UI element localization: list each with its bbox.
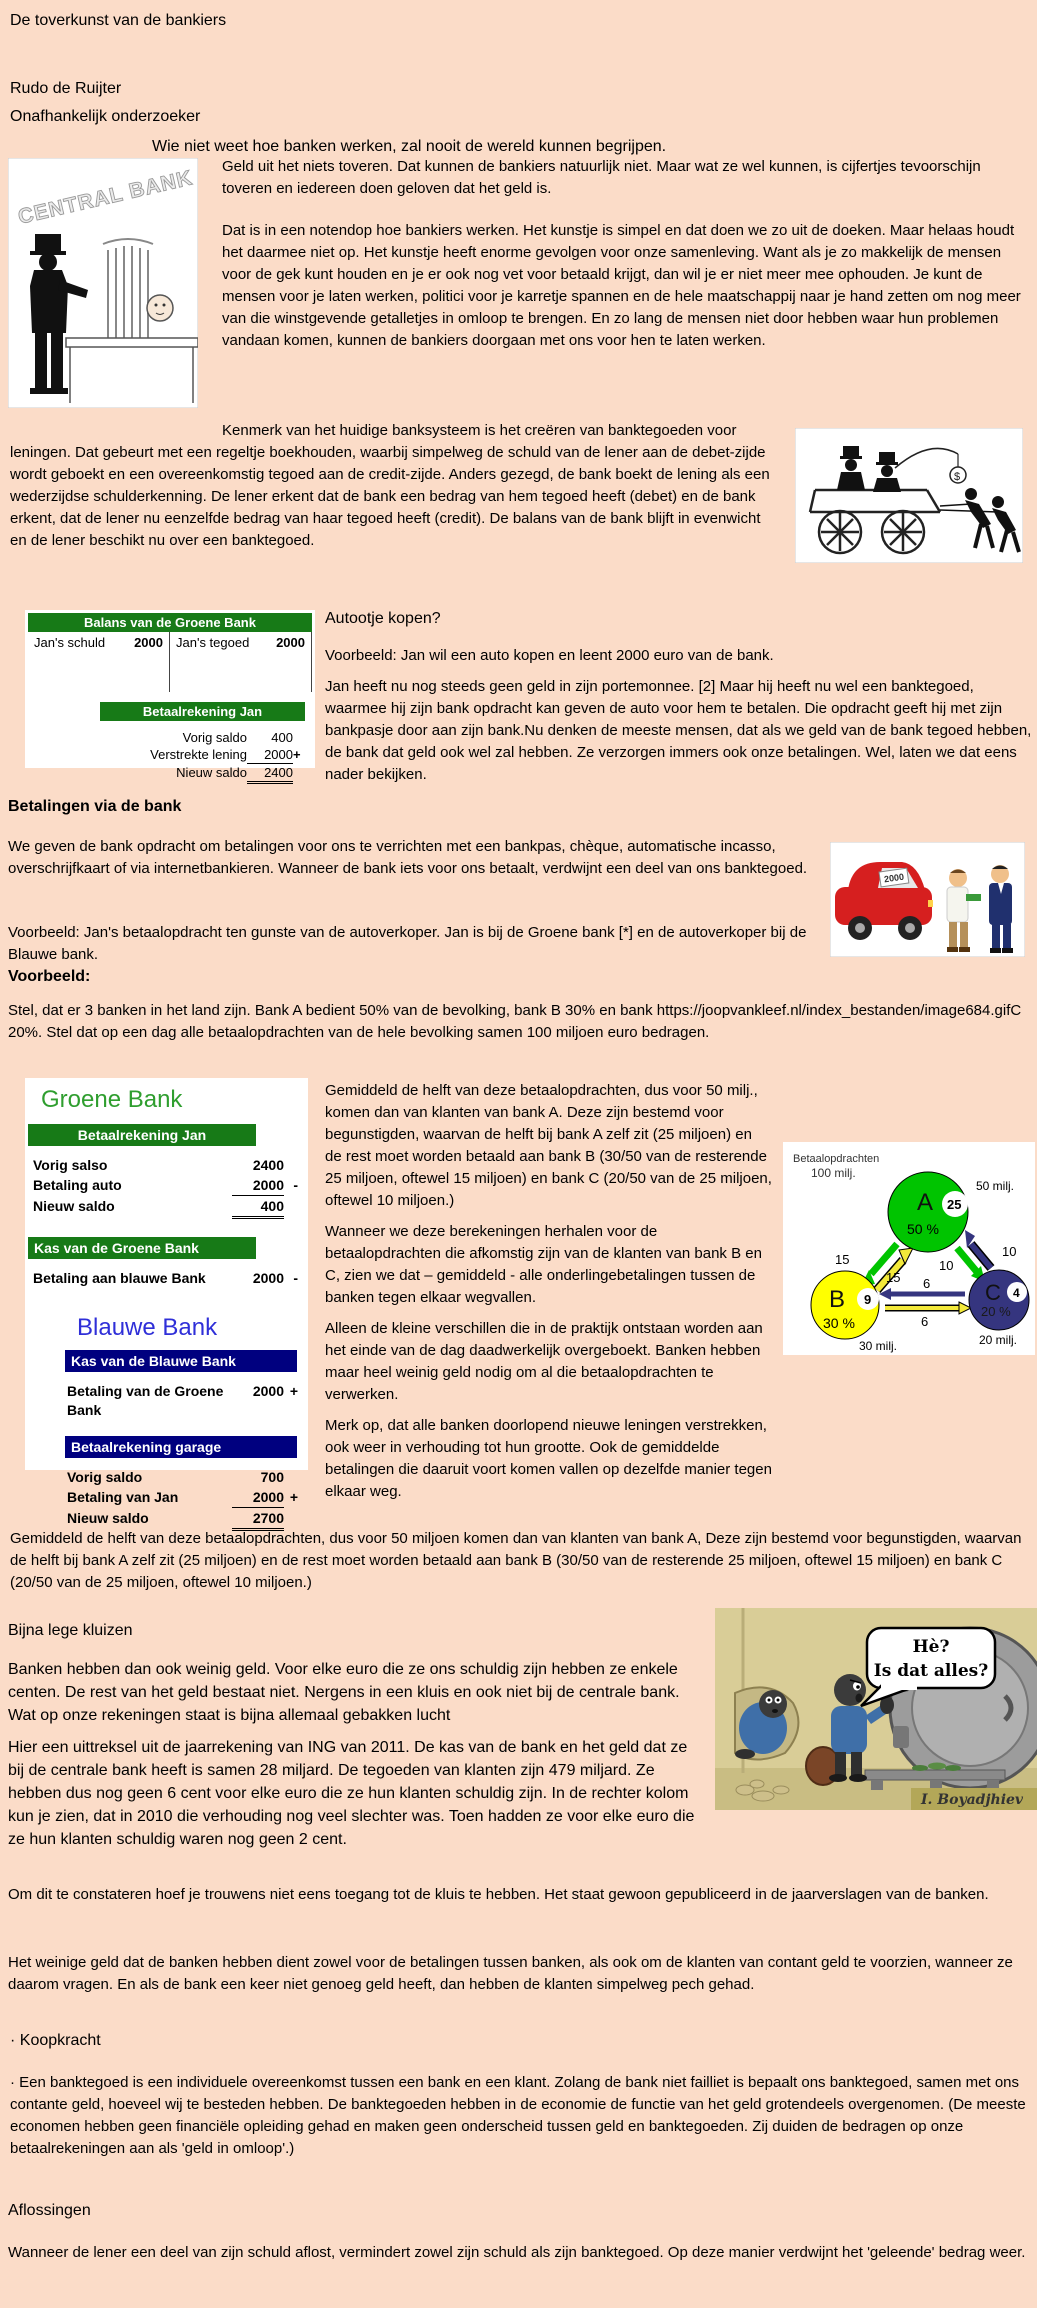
aflossingen-heading: Aflossingen bbox=[8, 2202, 91, 2219]
page-title: De toverkunst van de bankiers bbox=[10, 12, 227, 29]
node-b-share: 30 % bbox=[823, 1315, 855, 1331]
voorbeeld-heading: Voorbeeld: bbox=[8, 968, 91, 985]
betalingen-paragraph-2: Voorbeeld: Jan's betaalopdracht ten gunste van de autoverkoper. Jan is bij de Groene bank [*] en de autoverkoper bij de Blauwe bank. bbox=[8, 924, 807, 963]
kluizen-heading: Bijna lege kluizen bbox=[8, 1622, 133, 1639]
betaalrekening-jan-subtable bbox=[100, 702, 305, 784]
subaccount-title: Betaalrekening Jan bbox=[100, 702, 305, 721]
balance-credit-cell bbox=[170, 632, 312, 692]
kluizen-paragraph-4: Het weinige geld dat de banken hebben dient zowel voor de betalingen tussen banken, als ook om de klanten van contant geld te voorzien, wanneer ze daarom vragen. En als de bank een keer niet genoeg geld heeft, dan hebben de klanten simpelweg pech gehad. bbox=[8, 1954, 1013, 1993]
koopkracht-paragraph: · Een banktegoed is een individuele overeenkomst tussen een bank en een klant. Zolang de bank niet failliet is bepaalt ons banktegoed, samen met ons contante geld, hoeveel wij te besteden hebben. De banktegoeden hebben in de economie de functie van het geld grotendeels overgenomen. (De meeste economen hebben geen financiële opleiding gehad en maken geen onderscheid tussen geld en banktegoeden. Zij duiden de bedragen op onze betaalrekeningen aan als 'geld in omloop'.) bbox=[10, 2074, 1026, 2157]
kluizen-paragraph-1: Banken hebben dan ook weinig geld. Voor elke euro die ze ons schuldig zijn hebben ze enkele centen. De rest van het geld bestaat niet. Nergens in een kluis en ook niet bij de centrale bank. Wat op onze rekeningen staat is bijna allemaal gebakken lucht bbox=[8, 1661, 680, 1724]
node-b-id: B bbox=[829, 1286, 846, 1313]
node-b-amount: 30 milj. bbox=[859, 1339, 898, 1353]
flows-paragraph-1: Gemiddeld de helft van deze betaalopdrachten, dus voor 50 milj., komen dan van klanten van bank A. Deze zijn bestemd voor begunstigden, waarvan de helft bij bank A zelf zit (25 miljoen) en de rest moet worden betaald aan bank B (30/50 van de resterende 25 miljoen, oftewel 15 miljoen) en bank C (20/50 van de 25 miljoen, oftewel 10 miljoen.) bbox=[325, 1082, 772, 1209]
node-c-id: C bbox=[985, 1280, 1001, 1305]
central-bank-sign-label: CENTRAL BANK bbox=[15, 166, 196, 229]
car-sale-cartoon bbox=[830, 842, 1025, 961]
blauwe-bank-title: Blauwe Bank bbox=[77, 1314, 218, 1341]
blauwe-account2-title: Betaalrekening garage bbox=[65, 1436, 297, 1458]
table-row: Verstrekte lening 2000 + bbox=[150, 747, 301, 762]
node-c-netting: 4 bbox=[1013, 1286, 1020, 1300]
intro-paragraph-3: Kenmerk van het huidige banksysteem is het creëren van banktegoeden voor leningen. Dat gebeurt met een regeltje boekhouden, waarbij simpelweg de schuld van de lener aan de debet-zijde wordt geboekt en een overeenkomstig tegoed aan de credit-zijde. Anders gezegd, de bank boekt de lening als een wederzijdse schulderkenning. De lener erkent dat de bank een bedrag van hem tegoed heeft (debet) en de bank erkent, dat de lener nu eenzelfde bedrag van haar tegoed heeft (credit). De balans van de bank blijft in evenwicht en de lener beschikt nu over een banktegoed. bbox=[10, 422, 770, 549]
cartoonist-signature: I. Boyadjhiev bbox=[921, 1792, 1024, 1808]
author-name: Rudo de Ruijter bbox=[10, 80, 122, 97]
groene-account1-title: Betaalrekening Jan bbox=[28, 1124, 256, 1146]
voorbeeld-paragraph: Stel, dat er 3 banken in het land zijn. Bank A bedient 50% van de bevolking, bank B 30% en bank https://joopvankleef.nl/index_bestanden/image684.gifC 20%. Stel dat op een dag alle betaalopdrachten van de hele bevolking samen 100 miljoen euro bedragen. bbox=[8, 1002, 1022, 1041]
credit-label: Jan's tegoed bbox=[176, 635, 250, 650]
table-row: Vorig salso 2400 bbox=[33, 1157, 284, 1173]
flow-value-b-a: 15 bbox=[886, 1270, 901, 1285]
balance-table bbox=[25, 610, 315, 780]
interbank-payments-diagram bbox=[783, 1142, 1035, 1359]
author-role: Onafhankelijk onderzoeker bbox=[10, 108, 201, 125]
flow-value-c-a: 10 bbox=[1002, 1244, 1017, 1259]
diagram-title-line1: Betaalopdrachten bbox=[793, 1153, 880, 1165]
table-row: Betaling van de Groene Bank 2000 + bbox=[67, 1383, 298, 1418]
flows-repeat-paragraph: Gemiddeld de helft van deze betaalopdrachten, dus voor 50 miljoen komen dan van klanten van bank A, Deze zijn bestemd voor begunstigden, waarvan de helft bij bank A zelf zit (25 miljoen) en de rest moet worden betaald aan bank B (30/50 van de resterende 25 miljoen, oftewel 15 miljoen) en bank C (20/50 van de 25 miljoen, oftewel 10 miljoen.) bbox=[10, 1530, 1022, 1591]
empty-vault-cartoon bbox=[715, 1608, 1037, 1814]
node-a-id: A bbox=[917, 1189, 934, 1216]
flows-paragraph-3: Alleen de kleine verschillen die in de praktijk ontstaan worden aan het einde van de dag daadwerkelijk overgeboekt. Banken hebben maar heel weinig geld nodig om al die betaalopdrachten te verwerken. bbox=[325, 1320, 763, 1403]
groene-account2-title: Kas van de Groene Bank bbox=[28, 1237, 256, 1259]
bankers-cart-cartoon bbox=[795, 428, 1023, 567]
node-c-share: 20 % bbox=[981, 1304, 1011, 1319]
node-a-amount: 50 milj. bbox=[976, 1179, 1015, 1193]
table-row: Vorig saldo 700 bbox=[67, 1469, 284, 1485]
car-plate-label: 2000 bbox=[883, 871, 905, 885]
table-row: Nieuw saldo 400 bbox=[33, 1197, 298, 1219]
betalingen-paragraph-1: We geven de bank opdracht om betalingen voor ons te verrichten met een bankpas, chèque, automatische incasso, overschrijfkaart of via internetbankieren. Wanneer de bank iets voor ons betaalt, verdwijnt een deel van ons banktegoed. bbox=[8, 838, 808, 877]
bank-ledger-panel bbox=[25, 1078, 308, 1526]
debit-value: 2000 bbox=[134, 635, 163, 650]
table-row: Betaling van Jan 2000 + bbox=[67, 1488, 298, 1508]
flows-paragraph-4: Merk op, dat alle banken doorlopend nieuwe leningen verstrekken, ook weer in verhouding tot hun grootte. Ook de gemiddelde betalingen die daaruit voort komen vallen op dezelfde manier tegen elkaar weg. bbox=[325, 1417, 772, 1500]
table-row: Betaling aan blauwe Bank 2000 - bbox=[33, 1270, 298, 1286]
vault-bubble-line2: Is dat alles? bbox=[873, 1661, 989, 1681]
groene-bank-title: Groene Bank bbox=[41, 1086, 183, 1113]
table-row: Nieuw saldo 2400 bbox=[100, 764, 305, 784]
table-row: Nieuw saldo 2700 bbox=[67, 1509, 298, 1531]
balance-debit-cell bbox=[28, 632, 170, 692]
flow-value-b-c: 6 bbox=[921, 1314, 929, 1329]
table-row: Betaling auto 2000 - bbox=[33, 1176, 298, 1196]
node-c-amount: 20 milj. bbox=[979, 1333, 1018, 1347]
flows-paragraph-2: Wanneer we deze berekeningen herhalen voor de betaalopdrachten die afkomstig zijn van de klanten van bank B en C, zien we dat – gemiddeld - alle onderlingebetalingen tussen de banken tegen elkaar wegvallen. bbox=[325, 1223, 762, 1306]
flows-text-column bbox=[325, 1080, 772, 1503]
debit-label: Jan's schuld bbox=[34, 635, 106, 650]
kluizen-paragraph-2: Hier een uittreksel uit de jaarrekening van ING van 2011. De kas van de bank en het geld dat ze bij de centrale bank heeft is samen 28 miljard. De tegoeden van klanten zijn 479 miljard. Ze hebben dus nog geen 6 cent voor elke euro die ze hun klanten schuldig zijn. In de rechter kolom kun je zien, dat in 2010 die verhouding nog veel slechter was. Toen hadden ze voor elke euro die ze hun klanten schuldig waren nog geen 2 cent. bbox=[8, 1739, 695, 1848]
balance-table-title: Balans van de Groene Bank bbox=[28, 613, 312, 632]
betalingen-heading: Betalingen via de bank bbox=[8, 798, 182, 815]
central-bank-cartoon bbox=[8, 158, 198, 412]
koopkracht-heading: · Koopkracht bbox=[10, 2032, 101, 2049]
burglar-in-hole-icon bbox=[735, 1687, 798, 1759]
blauwe-account1-title: Kas van de Blauwe Bank bbox=[65, 1350, 297, 1372]
flow-value-a-b: 15 bbox=[835, 1252, 850, 1267]
auto-paragraph-2: Jan heeft nu nog steeds geen geld in zijn portemonnee. [2] Maar hij heeft nu wel een banktegoed, waarmee hij zijn bank opdracht kan geven de auto voor hem te betalen. Die opdracht geeft hij met zijn bankpasje door aan zijn bank.Nu denken de meeste mensen, dat als we geld van de bank tegoed hebben, de bank dat geld ook wel zal hebben. Ze verzorgen immers ook onze betalingen. Wel, laten we dat eens nader bekijken. bbox=[325, 678, 1032, 783]
node-a-share: 50 % bbox=[907, 1221, 939, 1237]
svg-text:$: $ bbox=[954, 471, 961, 483]
credit-value: 2000 bbox=[276, 635, 305, 650]
vault-bubble-line1: Hè? bbox=[912, 1637, 950, 1657]
intro-paragraph-2: Dat is in een notendop hoe bankiers werken. Het kunstje is simpel en dat doen we zo uit de doeken. Maar helaas houdt het daarmee niet op. Het kunstje heeft enorme gevolgen voor onze samenleving. Want als je zo makkelijk de mensen voor de gek kunt houden en je er ook nog vet voor betaald krijgt, dan wil je er niet meer mee ophouden. Je kunt de mensen voor je laten werken, politici voor je karretje spannen en de hele maatschappij naar je hand zetten om nog meer van die winstgevende getalletjes in omloop te brengen. En zo lang de mensen niet door hebben waar hun problemen vandaan komen, kunnen de bankiers doorgaan met ons voor hen te laten werken. bbox=[222, 222, 1021, 349]
kluizen-paragraph-3: Om dit te constateren hoef je trouwens niet eens toegang tot de kluis te hebben. Het staat gewoon gepubliceerd in de jaarverslagen van de banken. bbox=[8, 1886, 989, 1903]
blauwe-bank-block bbox=[65, 1314, 308, 1531]
auto-section-heading: Autootje kopen? bbox=[325, 610, 441, 627]
motto: Wie niet weet hoe banken werken, zal nooit de wereld kunnen begrijpen. bbox=[152, 138, 667, 155]
auto-paragraph-1: Voorbeeld: Jan wil een auto kopen en leent 2000 euro van de bank. bbox=[325, 647, 774, 664]
teller-face-icon bbox=[147, 295, 173, 321]
node-b-netting: 9 bbox=[864, 1292, 872, 1307]
intro-paragraph-1: Geld uit het niets toveren. Dat kunnen de bankiers natuurlijk niet. Maar wat ze wel kunnen, is cijfertjes tevoorschijn toveren en iedereen doen geloven dat het geld is. bbox=[222, 158, 981, 197]
aflossingen-paragraph: Wanneer de lener een deel van zijn schuld aflost, vermindert zowel zijn schuld als zijn banktegoed. Op deze manier verdwijnt het 'geleende' bedrag weer. bbox=[8, 2244, 1026, 2261]
table-row: Vorig saldo 400 bbox=[182, 730, 293, 745]
flow-value-c-b: 6 bbox=[923, 1276, 931, 1291]
node-a-netting: 25 bbox=[947, 1197, 962, 1212]
diagram-title-line2: 100 milj. bbox=[811, 1166, 856, 1180]
flow-value-a-c: 10 bbox=[939, 1258, 954, 1273]
